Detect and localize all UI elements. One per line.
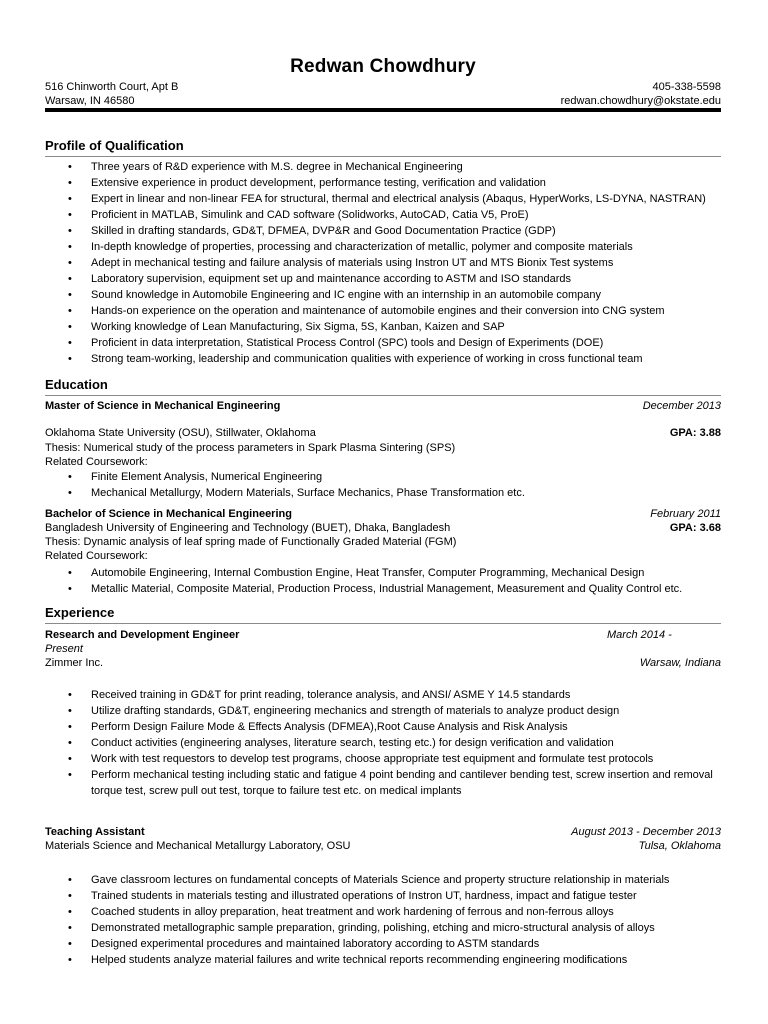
list-item: • Gave classroom lectures on fundamental concepts of Materials Science and property structure relationship in materials [45,872,735,888]
list-item: • Strong team-working, leadership and communication qualities with experience of working in cross functional team [45,351,735,367]
section-divider [45,395,721,396]
section-title: Experience [45,605,115,620]
ms-course-list [45,469,735,501]
ms-gpa: GPA: 3.88 [669,427,721,439]
list-item: • Sound knowledge in Automobile Engineering and IC engine with an internship in an automobile company [45,287,735,303]
list-item: • Metallic Material, Composite Material, Production Process, Industrial Management, Measurement and Quality Control etc. [45,581,735,597]
ms-thesis: Thesis: Numerical study of the process parameters in Spark Plasma Sintering (SPS) [45,442,456,454]
list-item: • Demonstrated metallographic sample preparation, grinding, polishing, etching and micro-structural analysis of alloys [45,920,735,936]
job1-company: Zimmer Inc. [45,657,104,669]
profile-list [45,159,735,367]
ms-school-row [45,426,721,440]
ms-coursework-label: Related Coursework: [45,456,148,468]
job1-title: Research and Development Engineer [45,629,240,641]
list-item: • Three years of R&D experience with M.S. degree in Mechanical Engineering [45,159,735,175]
list-item: • Work with test requestors to develop test programs, choose appropriate test equipment and formulate test protocols [45,751,735,767]
list-item: • Proficient in data interpretation, Statistical Process Control (SPC) tools and Design of Experiments (DOE) [45,335,735,351]
ms-school: Oklahoma State University (OSU), Stillwater, Oklahoma [45,427,316,439]
list-item: • Helped students analyze material failures and write technical reports recommending engineering modifications [45,952,735,968]
list-item: • Proficient in MATLAB, Simulink and CAD software (Solidworks, AutoCAD, Catia V5, ProE) [45,207,735,223]
list-item: • Laboratory supervision, equipment set up and maintenance according to ASTM and ISO standards [45,271,735,287]
job1-date-cont: Present [45,643,83,655]
ms-date: December 2013 [642,400,721,412]
section-divider [45,623,721,624]
ms-degree: Master of Science in Mechanical Engineering [45,400,281,412]
bs-date: February 2011 [650,508,721,520]
section-divider [45,156,721,157]
list-item: • Utilize drafting standards, GD&T, engineering mechanics and strength of materials to analyze product design [45,703,735,719]
list-item: • Working knowledge of Lean Manufacturing, Six Sigma, 5S, Kanban, Kaizen and SAP [45,319,735,335]
bs-thesis: Thesis: Dynamic analysis of leaf spring made of Functionally Graded Material (FGM) [45,536,457,548]
section-education-heading [45,377,721,392]
job2-title-row [45,825,721,839]
list-item: • Adept in mechanical testing and failure analysis of materials using Instron UT and MTS Bionix Test systems [45,255,735,271]
list-item: • Finite Element Analysis, Numerical Engineering [45,469,735,485]
list-item: • Received training in GD&T for print reading, tolerance analysis, and ANSI/ ASME Y 14.5 standards [45,687,735,703]
section-profile-heading [45,138,721,153]
job1-location: Warsaw, Indiana [639,657,721,669]
bs-degree-row [45,507,721,521]
bs-course-list [45,565,735,597]
contact-block [561,80,721,108]
list-item: • Perform Design Failure Mode & Effects Analysis (DFMEA),Root Cause Analysis and Risk Analysis [45,719,735,735]
email-address[interactable]: redwan.chowdhury@okstate.edu [560,95,721,107]
bs-school-row [45,521,721,535]
job2-date: August 2013 - December 2013 [571,826,721,838]
list-item: • Perform mechanical testing including static and fatigue 4 point bending and cantilever bending test, screw insertion and removal torque test, screw pull out test, torque to failure test etc. on medical implants [45,767,735,799]
candidate-name: Redwan Chowdhury [290,56,476,77]
address-line-1: 516 Chinworth Court, Apt B [45,81,179,93]
section-experience-heading [45,605,721,620]
bs-school: Bangladesh University of Engineering and Technology (BUET), Dhaka, Bangladesh [45,522,451,534]
list-item: • Automobile Engineering, Internal Combustion Engine, Heat Transfer, Computer Programming, Mechanical Design [45,565,735,581]
job1-duties-list [45,687,735,799]
job2-company-row [45,839,721,853]
phone-number: 405-338-5598 [652,81,721,93]
job2-location: Tulsa, Oklahoma [638,840,721,852]
list-item: • Coached students in alloy preparation, heat treatment and work hardening of ferrous and non-ferrous alloys [45,904,735,920]
job2-title: Teaching Assistant [45,826,145,838]
list-item: • In-depth knowledge of properties, processing and characterization of metallic, polymer and composite materials [45,239,735,255]
job2-duties-list [45,872,735,968]
section-title: Education [45,377,108,392]
list-item: • Conduct activities (engineering analyses, literature search, testing etc.) for design verification and validation [45,735,735,751]
job2-company: Materials Science and Mechanical Metallurgy Laboratory, OSU [45,840,351,852]
ms-degree-row [45,399,721,413]
list-item: • Mechanical Metallurgy, Modern Materials, Surface Mechanics, Phase Transformation etc. [45,485,735,501]
job1-date: March 2014 - [607,629,672,641]
list-item: • Designed experimental procedures and maintained laboratory according to ASTM standards [45,936,735,952]
list-item: • Expert in linear and non-linear FEA for structural, thermal and electrical analysis (Abaqus, HyperWorks, LS-DYNA, NASTRAN) [45,191,735,207]
bs-gpa: GPA: 3.68 [669,522,721,534]
bs-coursework-label: Related Coursework: [45,550,148,562]
address-line-2: Warsaw, IN 46580 [45,95,135,107]
list-item: • Skilled in drafting standards, GD&T, DFMEA, DVP&R and Good Documentation Practice (GDP) [45,223,735,239]
job1-company-row [45,656,721,670]
job1-title-row [45,628,721,642]
address-block [45,80,178,108]
bs-degree: Bachelor of Science in Mechanical Engineering [45,508,292,520]
header-divider [45,108,721,112]
list-item: • Hands-on experience on the operation and maintenance of automobile engines and their conversion into CNG system [45,303,735,319]
list-item: • Trained students in materials testing and illustrated operations of Instron UT, hardness, impact and fatigue tester [45,888,735,904]
list-item: • Extensive experience in product development, performance testing, verification and validation [45,175,735,191]
section-title: Profile of Qualification [45,138,184,153]
